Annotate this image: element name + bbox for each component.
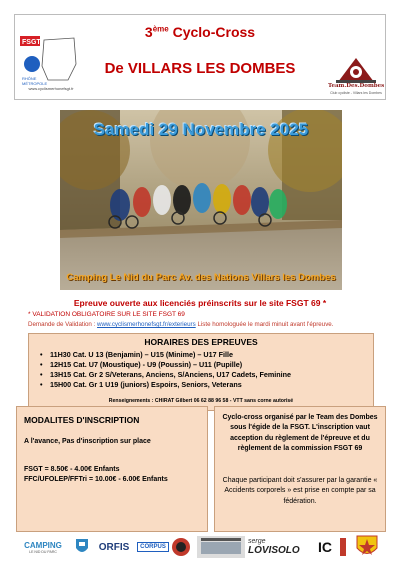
schedule-list [40, 350, 370, 390]
round-sponsor-logo [170, 534, 192, 560]
title-ordinal: 3 [144, 24, 153, 40]
registration-title: MODALITES D'INSCRIPTION [24, 415, 140, 425]
schedule-item: • 13H15 Cat. Gr 2 S/Veterans, Anciens, S/Anciens, U17 Cadets, Feminine [40, 370, 370, 380]
region-crest-icon [354, 534, 380, 560]
bar-sponsor-icon [336, 534, 350, 560]
team-name: Team.Des.Dombes [328, 83, 385, 89]
sponsor-strip [0, 534, 400, 562]
title-event: Cyclo-Cross [168, 24, 256, 40]
camping-sponsor-name: CAMPING [24, 540, 62, 550]
schedule-item: • 11H30 Cat. U 13 (Benjamin) – U15 (Minime) – U17 Fille [40, 350, 370, 360]
orfis-sponsor-name: ORFIS [98, 541, 130, 553]
organisation-text: Cyclo-cross organisé par le Team des Dombes sous l'égide de la FSGT. L'inscription vaut acception du règlement de l'épreuve et du règlement de la commission FSGT 69 [222, 414, 378, 452]
lovisolo-sponsor-name: LOVISOLO [248, 545, 300, 556]
event-location-title: De VILLARS LES DOMBES [104, 60, 296, 77]
ic-sponsor-name: IC [318, 539, 332, 555]
fsgt-logo [18, 30, 80, 92]
schedule-item: • 12H15 Cat. U7 (Moustique) - U9 (Poussin) – U11 (Pupille) [40, 360, 370, 370]
registration-advance: A l'avance, Pas d'inscription sur place [24, 438, 151, 445]
schedule-title: HORAIRES DES EPREUVES [144, 337, 258, 347]
fsgt-price: FSGT = 8.50€ - 4.00€ Enfants [24, 466, 120, 473]
open-notice: Epreuve ouverte aux licenciés préinscrits sur le site FSGT 69 * [73, 298, 327, 308]
camping-sponsor-logo [14, 534, 72, 560]
svg-text:MÉTROPOLE: MÉTROPOLE [22, 81, 48, 86]
validation-request [28, 321, 390, 328]
validation-notice: * VALIDATION OBLIGATOIRE SUR LE SITE FSGT 69 [28, 311, 185, 318]
ffc-price: FFC/UFOLEP/FFTri = 10.00€ - 6.00€ Enfants [24, 476, 168, 483]
contact-info: Renseignements : CHIRAT Gilbert 06 62 88 96 58 - VTT sans corne autorisé [108, 398, 294, 404]
event-date: Samedi 29 Novembre 2025 [93, 120, 309, 139]
event-title [100, 24, 300, 40]
insurance-text: Chaque participant doit s'assurer par la garantie « Accidents corporels » est prise en compte par sa fédération. [222, 477, 378, 505]
camping-sponsor-sub: LE NID DU PARC [29, 549, 57, 554]
city-crest-icon [74, 534, 90, 560]
fsgt-site-url: www.cyclismerhonefsgt.fr [28, 86, 74, 91]
svg-text:RHÔNE: RHÔNE [22, 76, 37, 81]
ic-sponsor-logo [314, 534, 336, 560]
svg-text:FSGT: FSGT [22, 39, 41, 46]
validation-request-suffix: Liste homologuée le mardi minuit avant l'épreuve. [195, 321, 334, 328]
title-ordinal-suffix: ème [152, 24, 169, 34]
schedule-item: • 15H00 Cat. Gr 1 U19 (juniors) Espoirs, Seniors, Veterans [40, 380, 370, 390]
validation-url-link[interactable]: www.cyclismerhonefsgt.fr/exterieurs [97, 321, 196, 328]
validation-request-prefix: Demande de Validation : [28, 321, 98, 328]
lovisolo-sponsor-firstname: serge [248, 538, 266, 545]
lovisolo-sponsor-logo [248, 534, 310, 560]
orfis-sponsor-logo [92, 534, 136, 560]
event-venue: Camping Le Nid du Parc Av. des Nations Villars les Dombes [66, 272, 336, 283]
team-subtitle: Club cycliste - Villars les Dombes [330, 91, 382, 95]
corpus-sponsor-name: CORPUS [137, 542, 169, 552]
storefront-sponsor-logo [196, 534, 246, 560]
corpus-sponsor-logo [138, 534, 168, 560]
